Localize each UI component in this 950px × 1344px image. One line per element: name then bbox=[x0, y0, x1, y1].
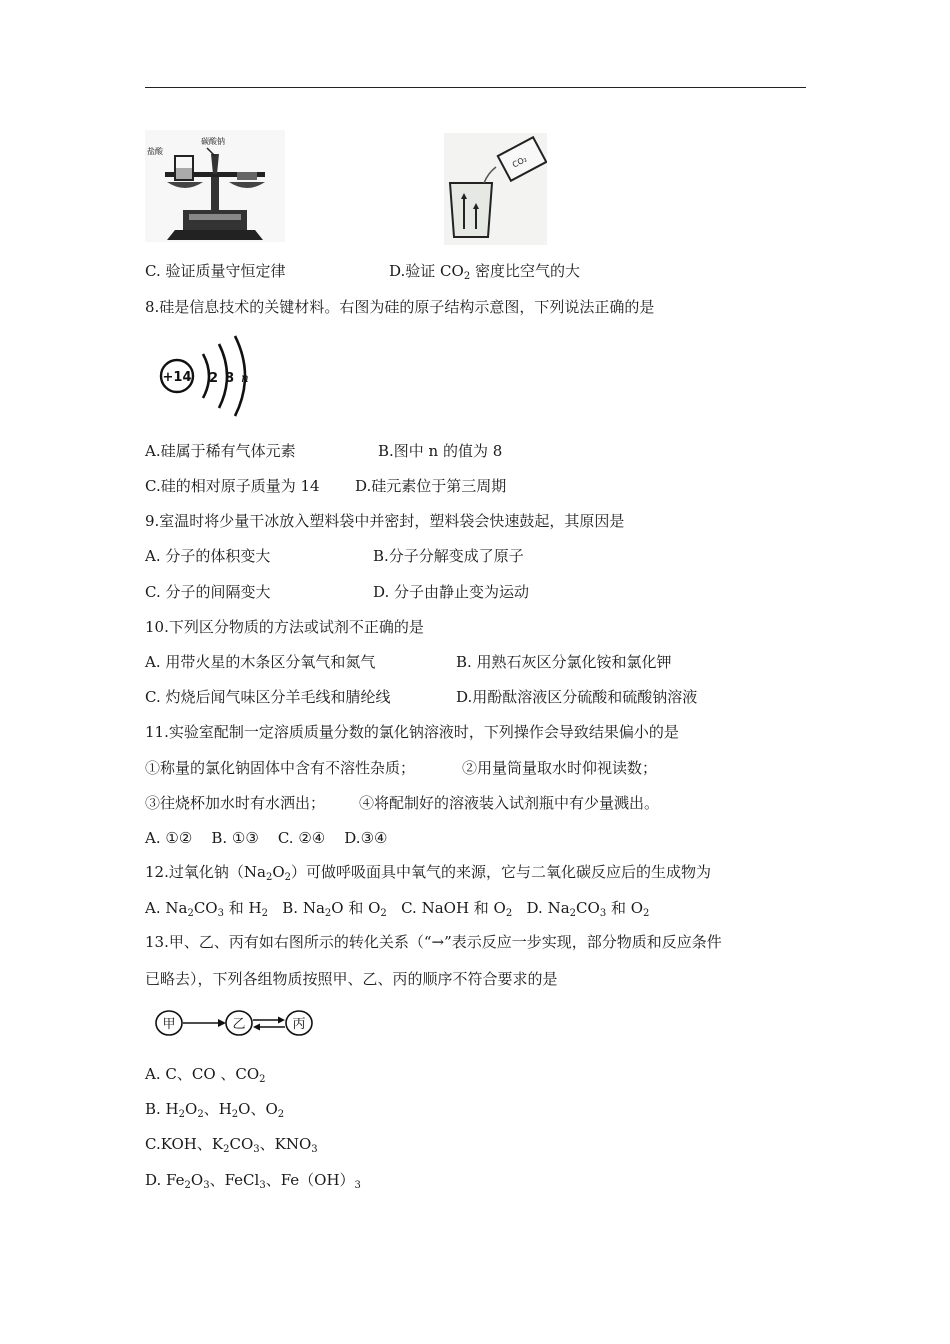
node-yi: 乙 bbox=[232, 1017, 246, 1032]
q9-option-c: C. 分子的间隔变大 bbox=[145, 583, 271, 601]
q13-option-a: A. C、CO 、$CO_2$ bbox=[145, 1065, 266, 1085]
q9-option-d: D. 分子由静止变为运动 bbox=[373, 583, 530, 601]
shell-3-count: n bbox=[241, 371, 249, 385]
q13-option-c: C.KOH、$K_2CO_3$、$KNO_3$ bbox=[145, 1135, 318, 1155]
q11-stem: 11.实验室配制一定溶质质量分数的氯化钠溶液时，下列操作会导致结果偏小的是 bbox=[145, 723, 679, 741]
q9-option-b: B.分子分解变成了原子 bbox=[373, 547, 524, 565]
label-hcl: 盐酸 bbox=[147, 147, 163, 156]
figure-conversion-diagram bbox=[154, 1007, 314, 1039]
q10-option-b: B. 用熟石灰区分氯化铵和氯化钾 bbox=[456, 653, 672, 671]
figure-co2-pour bbox=[444, 133, 547, 245]
q13-stem-line2: 已略去），下列各组物质按照甲、乙、丙的顺序不符合要求的是 bbox=[145, 970, 558, 988]
figure-balance bbox=[145, 130, 285, 242]
q9-option-a: A. 分子的体积变大 bbox=[145, 547, 271, 565]
q10-option-c: C. 灼烧后闻气味区分羊毛线和腈纶线 bbox=[145, 688, 391, 706]
q8-stem: 8.硅是信息技术的关键材料。右图为硅的原子结构示意图，下列说法正确的是 bbox=[145, 298, 655, 316]
q11-item-2: ②用量筒量取水时仰视读数； bbox=[462, 759, 658, 777]
shell-2-count: 8 bbox=[225, 371, 235, 386]
node-jia: 甲 bbox=[162, 1017, 176, 1032]
figure-silicon-atom bbox=[145, 328, 255, 418]
q8-option-b: B.图中 n 的值为 8 bbox=[378, 442, 503, 460]
q13-stem-line1: 13.甲、乙、丙有如右图所示的转化关系（“→”表示反应一步实现，部分物质和反应条件 bbox=[145, 933, 722, 951]
label-sodium-carbonate: 碳酸钠 bbox=[201, 137, 225, 146]
atom-nucleus-label: +14 bbox=[162, 370, 192, 385]
q13-option-b: B. $H_2O_2$、$H_2O$、$O_2$ bbox=[145, 1100, 285, 1120]
q11-options: A. ①② B. ①③ C. ②④ D.③④ bbox=[145, 829, 388, 847]
q10-option-a: A. 用带火星的木条区分氧气和氮气 bbox=[145, 653, 376, 671]
q10-stem: 10.下列区分物质的方法或试剂不正确的是 bbox=[145, 618, 424, 636]
q7-option-d: D.验证 $CO_2$ 密度比空气的大 bbox=[389, 262, 580, 282]
q10-option-d: D.用酚酞溶液区分硫酸和硫酸钠溶液 bbox=[456, 688, 698, 706]
q11-item-3: ③往烧杯加水时有水洒出； bbox=[145, 794, 326, 812]
header-rule bbox=[145, 87, 806, 88]
q9-stem: 9.室温时将少量干冰放入塑料袋中并密封，塑料袋会快速鼓起，其原因是 bbox=[145, 512, 625, 530]
q12-stem: 12.过氧化钠$(Na_2O_2)$可做呼吸面具中氧气的来源，它与二氧化碳反应后的生成物为 bbox=[145, 863, 712, 883]
q11-item-4: ④将配制好的溶液装入试剂瓶中有少量溅出。 bbox=[359, 794, 660, 812]
q13-option-d: D. $Fe_2O_3$、FeCl$_3$、$Fe(OH)_3$ bbox=[145, 1171, 361, 1191]
node-bing: 丙 bbox=[292, 1017, 306, 1032]
label-co2: CO₂ bbox=[510, 154, 529, 170]
q11-item-1: ①称量的氯化钠固体中含有不溶性杂质； bbox=[145, 759, 416, 777]
q8-option-d: D.硅元素位于第三周期 bbox=[355, 477, 507, 495]
q8-option-a: A.硅属于稀有气体元素 bbox=[145, 442, 296, 460]
shell-1-count: 2 bbox=[209, 371, 219, 386]
q7-option-c: C. 验证质量守恒定律 bbox=[145, 262, 286, 280]
q8-option-c: C.硅的相对原子质量为 14 bbox=[145, 477, 320, 495]
q12-options: A. $Na_2CO_3$ 和 $H_2$ B. $Na_2O$ 和 $O_2$ C. NaOH 和 $O_2$ D. $Na_2CO_3$ 和 $O_2$ bbox=[145, 899, 650, 919]
